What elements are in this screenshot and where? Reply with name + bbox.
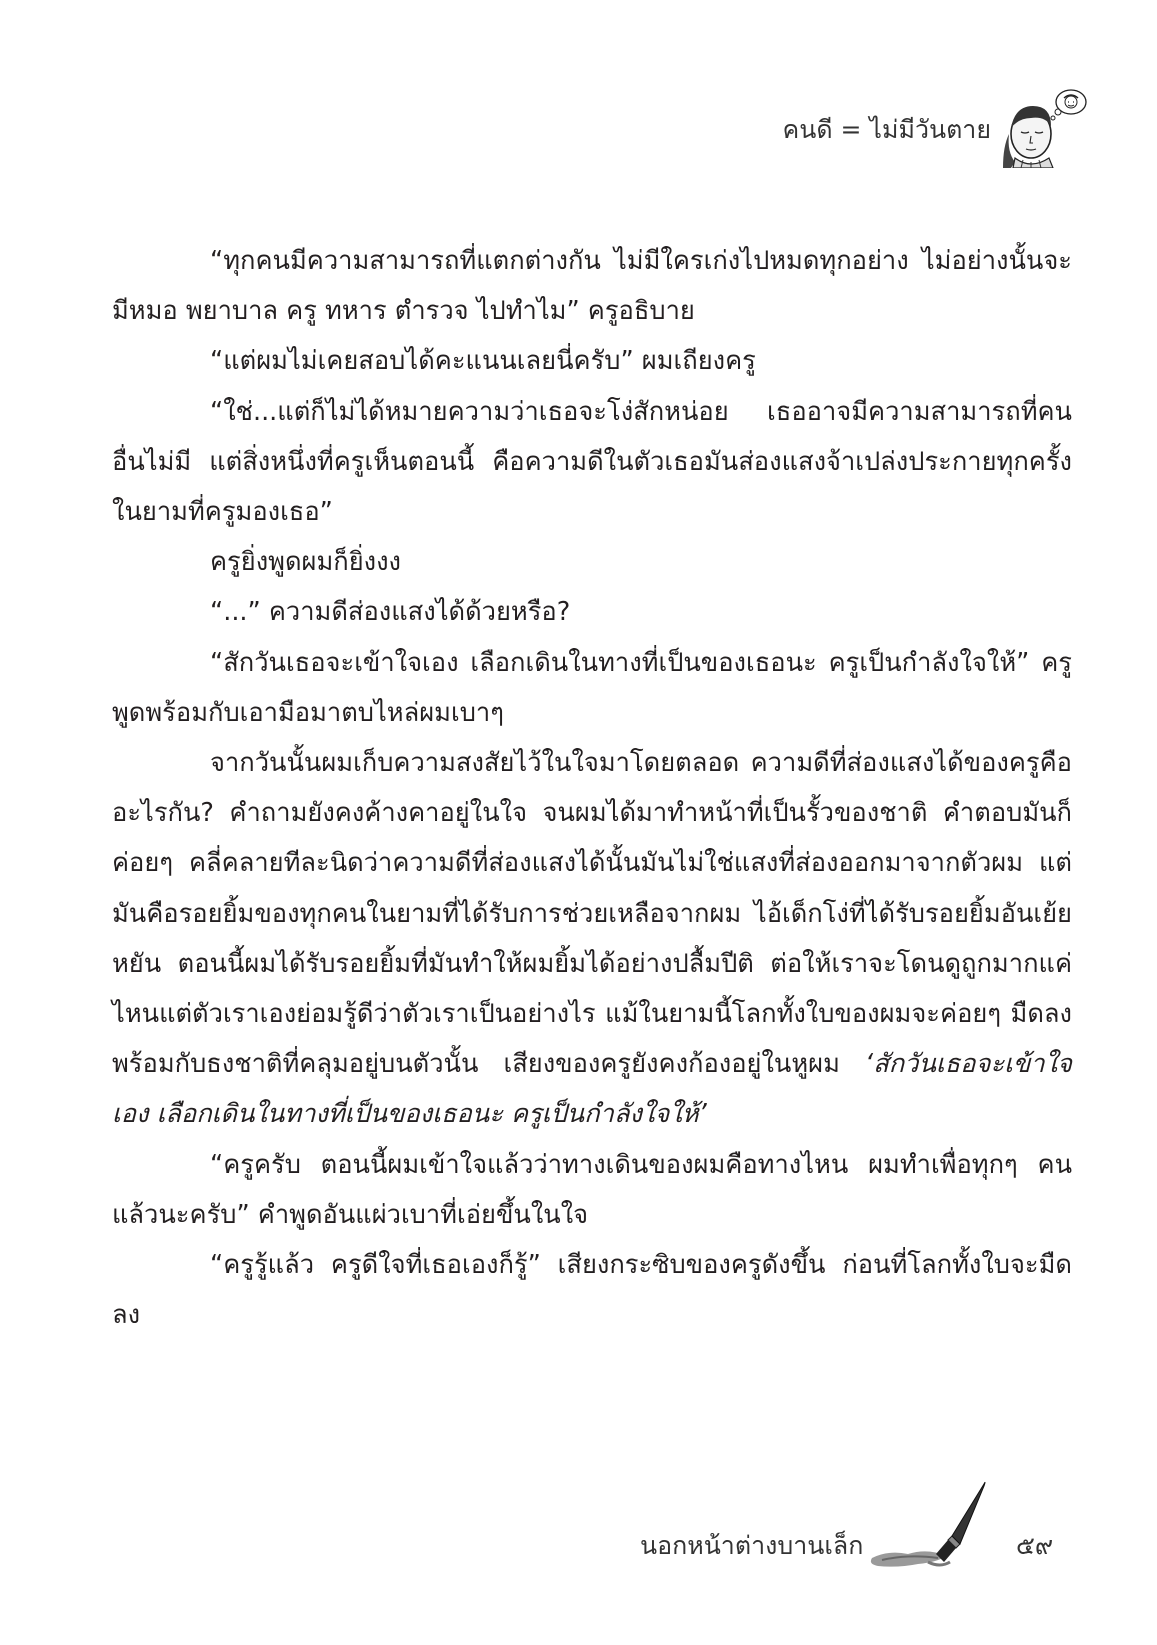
- paragraph-9: “ครูรู้แล้ว ครูดีใจที่เธอเองก็รู้” เสียงกระซิบของครูดังขึ้น ก่อนที่โลกทั้งใบจะมืดลง: [112, 1250, 1072, 1331]
- page-number: ๕๙: [1016, 1531, 1054, 1560]
- paragraph-4: ครูยิ่งพูดผมก็ยิ่งงง: [210, 547, 402, 578]
- soldier-illustration-icon: [1001, 88, 1089, 168]
- paragraph-6: “สักวันเธอจะเข้าใจเอง เลือกเดินในทางที่เป็นของเธอนะ ครูเป็นกำลังใจให้” ครูพูดพร้อมกับเอามือมาตบไหล่ผมเบาๆ: [112, 647, 1072, 728]
- paragraph-1: “ทุกคนมีความสามารถที่แตกต่างกัน ไม่มีใครเก่งไปหมดทุกอย่าง ไม่อย่างนั้นจะมีหมอ พยาบาล ครู ทหาร ตำรวจ ไปทำไม” ครูอธิบาย: [112, 246, 1072, 327]
- paragraph-5: “...” ความดีส่องแสงได้ด้วยหรือ?: [210, 597, 571, 628]
- story-body: [112, 236, 1072, 1340]
- page-header: [783, 88, 1089, 178]
- paragraph-7-quote: ‘สักวันเธอจะเข้าใจเอง เลือกเดินในทางที่เป็นของเธอนะ ครูเป็นกำลังใจให้’: [112, 1049, 1072, 1130]
- paragraph-2: “แต่ผมไม่เคยสอบได้คะแนนเลยนี่ครับ” ผมเถียงครู: [210, 346, 756, 377]
- running-title: คนดี = ไม่มีวันตาย: [782, 115, 991, 144]
- paragraph-3: “ใช่...แต่ก็ไม่ได้หมายความว่าเธอจะโง่สักหน่อย เธออาจมีความสามารถที่คนอื่นไม่มี แต่สิ่งหนึ่งที่ครูเห็นตอนนี้ คือความดีในตัวเธอมันส่องแสงจ้าเปล่งประกายทุกครั้งในยามที่ครูมองเธอ”: [112, 396, 1072, 528]
- page-footer: [640, 1478, 1100, 1578]
- paragraph-7: [112, 738, 1072, 1140]
- book-title: นอกหน้าต่างบานเล็ก: [640, 1531, 864, 1560]
- paragraph-8: “ครูครับ ตอนนี้ผมเข้าใจแล้วว่าทางเดินของผมคือทางไหน ผมทำเพื่อทุกๆ คนแล้วนะครับ” คำพูดอันแผ่วเบาที่เอ่ยขึ้นในใจ: [112, 1149, 1072, 1230]
- paragraph-7-text: จากวันนั้นผมเก็บความสงสัยไว้ในใจมาโดยตลอด ความดีที่ส่องแสงได้ของครูคืออะไรกัน? คำถามยังคงค้างคาอยู่ในใจ จนผมได้มาทำหน้าที่เป็นรั้วของชาติ คำตอบมันก็ค่อยๆ คลี่คลายทีละนิดว่าความดีที่ส่องแสงได้นั้นมันไม่ใช่แสงที่ส่องออกมาจากตัวผม แต่มันคือรอยยิ้มของทุกคนในยามที่ได้รับการช่วยเหลือจากผม ไอ้เด็กโง่ที่ได้รับรอยยิ้มอันเย้ยหยัน ตอนนี้ผมได้รับรอยยิ้มที่มันทำให้ผมยิ้มได้อย่างปลื้มปีติ ต่อให้เราจะโดนดูถูกมากแค่ไหนแต่ตัวเราเองย่อมรู้ดีว่าตัวเราเป็นอย่างไร แม้ในยามนี้โลกทั้งใบของผมจะค่อยๆ มืดลงพร้อมกับธงชาติที่คลุมอยู่บนตัวนั้น เสียงของครูยังคงก้องอยู่ในหูผม: [112, 748, 1072, 1080]
- paintbrush-icon: [868, 1478, 988, 1573]
